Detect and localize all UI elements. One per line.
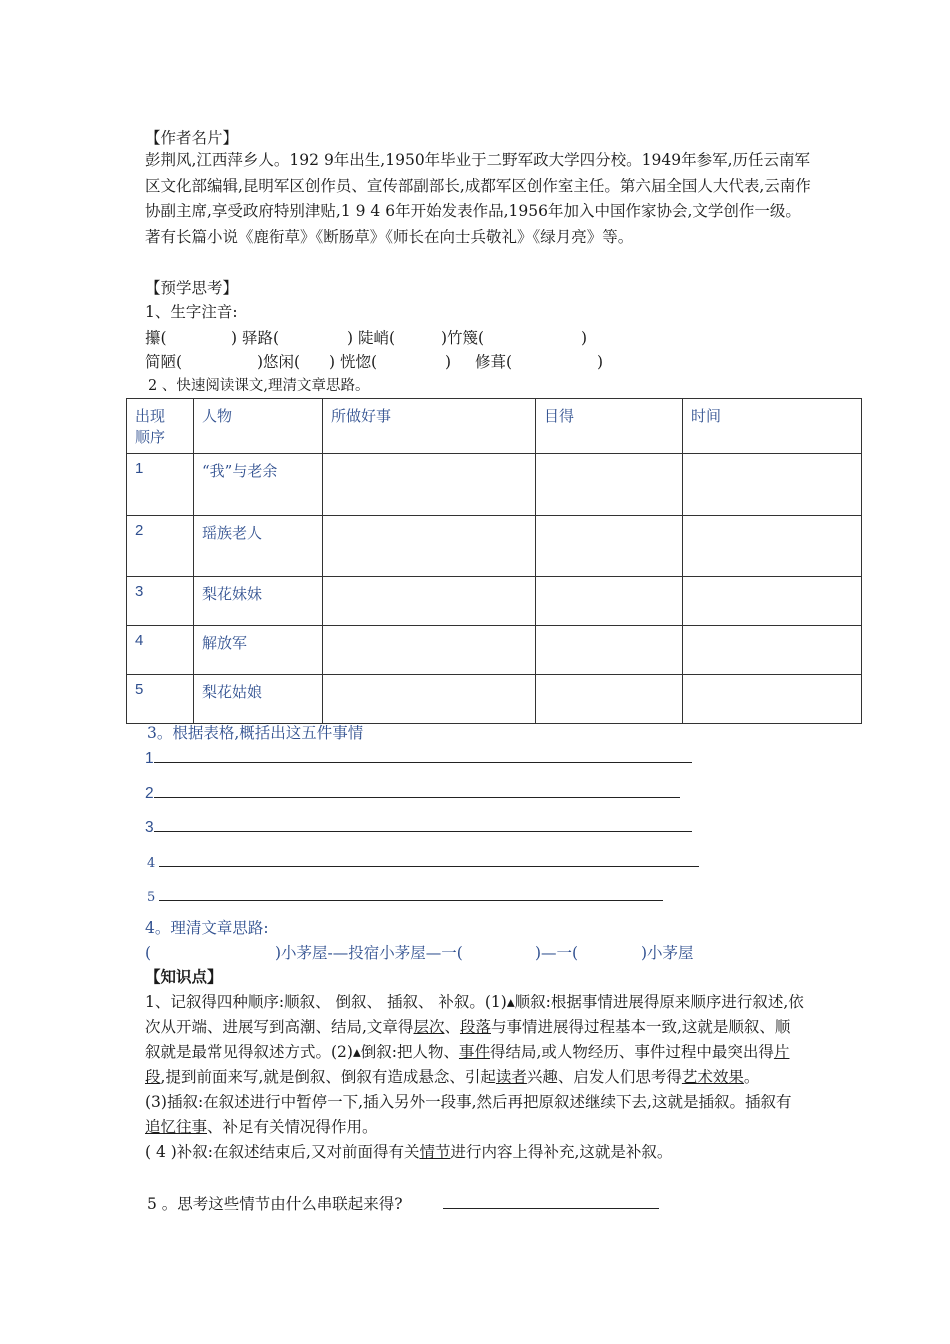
answer-blank[interactable] bbox=[443, 1192, 659, 1209]
table-row bbox=[127, 577, 862, 626]
summary-line[interactable] bbox=[145, 746, 692, 771]
preview-heading: 【预学思考】 bbox=[145, 279, 239, 297]
table-cell[interactable] bbox=[536, 454, 683, 516]
question-5 bbox=[147, 1192, 659, 1216]
author-bio-text: 彭荆风,江西萍乡人。192 9年出生,1950年毕业于二野军政大学四分校。1949年参军,历任云南军区文化部编辑,昆明军区创作员、宣传部副部长,成都军区创作室主任。第六届全国人大代表,云南作协副主席,享受政府特别津贴,1 9 4 6年开始发表作品,1956年加入中国作家协会,文学创作一级。著有长篇小说《鹿衔草》《断肠草》《师长在向士兵敬礼》《绿月亮》等。 bbox=[145, 151, 811, 246]
key-term: 追忆往事 bbox=[145, 1118, 208, 1136]
outline-line bbox=[145, 941, 694, 965]
table-cell[interactable] bbox=[323, 454, 536, 516]
table-cell: 1 bbox=[127, 454, 194, 516]
knowledge-paragraph bbox=[145, 1090, 805, 1140]
pinyin-item: ) 陡峭( bbox=[347, 329, 396, 347]
pinyin-item: 简陋( bbox=[145, 353, 183, 371]
knowledge-text: ,提到前面来写,就是倒叙、倒叙有造成悬念、引起 bbox=[160, 1068, 496, 1086]
knowledge-text: 进行内容上得补充,这就是补叙。 bbox=[450, 1143, 673, 1161]
table-cell: 2 bbox=[127, 516, 194, 577]
knowledge-text: ( 4 )补叙:在叙述结束后,又对前面得有关 bbox=[145, 1143, 420, 1161]
knowledge-text: (3)插叙:在叙述进行中暂停一下,插入另外一段事,然后再把原叙述继续下去,这就是插叙。插叙有 bbox=[145, 1093, 792, 1111]
table-cell[interactable] bbox=[323, 626, 536, 675]
summary-line[interactable] bbox=[145, 815, 692, 840]
outline-part: ( bbox=[145, 944, 152, 962]
table-cell[interactable] bbox=[536, 577, 683, 626]
table-cell: “我”与老余 bbox=[194, 454, 323, 516]
summary-number: 5 bbox=[147, 890, 156, 905]
pinyin-item: ) bbox=[445, 353, 452, 371]
table-header-cell: 所做好事 bbox=[323, 399, 536, 454]
table-row bbox=[127, 626, 862, 675]
story-table bbox=[126, 398, 862, 724]
key-term: 片段 bbox=[145, 1043, 790, 1086]
table-cell: 解放军 bbox=[194, 626, 323, 675]
knowledge-text: 兴趣、启发人们思考得 bbox=[526, 1068, 682, 1086]
table-header-cell: 出现 顺序 bbox=[127, 399, 194, 454]
question-2: 2 、快速阅读课文,理清文章思路。 bbox=[148, 378, 370, 394]
summary-line[interactable] bbox=[147, 850, 699, 876]
key-term: 层次 bbox=[413, 1018, 445, 1036]
knowledge-text: 。 bbox=[743, 1068, 760, 1086]
pinyin-item: ) 恍惚( bbox=[329, 353, 378, 371]
question-1: 1、生字注音: bbox=[145, 303, 238, 321]
table-row bbox=[127, 516, 862, 577]
knowledge-text: 、 bbox=[444, 1018, 460, 1036]
pinyin-item: ) 驿路( bbox=[231, 329, 280, 347]
pinyin-item: 攥( bbox=[145, 329, 167, 347]
knowledge-text: 得结局,或人物经历、事件过程中最突出得 bbox=[489, 1043, 774, 1061]
answer-blank[interactable] bbox=[159, 884, 663, 901]
key-term: 段落 bbox=[459, 1018, 491, 1036]
summary-number: 3 bbox=[145, 819, 154, 836]
answer-blank[interactable] bbox=[154, 781, 680, 798]
author-bio bbox=[145, 148, 815, 250]
table-cell[interactable] bbox=[323, 516, 536, 577]
table-cell: 梨花姑娘 bbox=[194, 675, 323, 724]
table-row bbox=[127, 454, 862, 516]
knowledge-paragraph bbox=[145, 990, 805, 1090]
summary-number: 1 bbox=[145, 750, 154, 767]
table-cell[interactable] bbox=[683, 675, 862, 724]
pinyin-item: ) bbox=[581, 329, 588, 347]
summary-line[interactable] bbox=[147, 884, 663, 910]
outline-part: )小茅屋-—投宿小茅屋—一( bbox=[275, 944, 463, 962]
key-term: 事件 bbox=[458, 1043, 490, 1061]
author-heading: 【作者名片】 bbox=[145, 129, 239, 147]
pinyin-item: 修葺( bbox=[475, 353, 513, 371]
pinyin-item: ) bbox=[597, 353, 604, 371]
outline-part: )小茅屋 bbox=[641, 944, 694, 962]
answer-blank[interactable] bbox=[154, 746, 692, 763]
knowledge-heading: 【知识点】 bbox=[145, 967, 223, 986]
table-cell[interactable] bbox=[683, 577, 862, 626]
table-header-row bbox=[127, 399, 862, 454]
answer-blank[interactable] bbox=[154, 815, 692, 832]
key-term: 艺术效果 bbox=[681, 1068, 744, 1086]
table-header-cell: 目得 bbox=[536, 399, 683, 454]
summary-number: 2 bbox=[145, 785, 154, 802]
table-cell[interactable] bbox=[536, 675, 683, 724]
pinyin-row-2 bbox=[145, 350, 603, 374]
table-cell: 瑶族老人 bbox=[194, 516, 323, 577]
table-cell[interactable] bbox=[683, 516, 862, 577]
table-cell[interactable] bbox=[323, 577, 536, 626]
question-5-text: 5 。思考这些情节由什么串联起来得? bbox=[147, 1195, 403, 1213]
summary-number: 4 bbox=[147, 856, 156, 871]
table-cell: 梨花妹妹 bbox=[194, 577, 323, 626]
knowledge-text: 1、记叙得四种顺序:顺叙、 倒叙、 插叙、 补叙。(1)▴顺叙:根据事情进展得原来顺序进行叙述,依次从开端、进展写到高潮、结局,文章得 bbox=[145, 993, 804, 1036]
table-cell[interactable] bbox=[323, 675, 536, 724]
table-header-cell: 人物 bbox=[194, 399, 323, 454]
summary-line[interactable] bbox=[145, 781, 680, 806]
table-header-cell: 时间 bbox=[683, 399, 862, 454]
table-cell[interactable] bbox=[536, 516, 683, 577]
pinyin-item: )悠闲( bbox=[257, 353, 301, 371]
question-4: 4。理清文章思路: bbox=[145, 919, 269, 937]
table-cell: 5 bbox=[127, 675, 194, 724]
table-cell: 3 bbox=[127, 577, 194, 626]
pinyin-row-1 bbox=[145, 326, 587, 350]
outline-part: )—一( bbox=[535, 944, 579, 962]
question-3: 3。根据表格,概括出这五件事情 bbox=[147, 724, 364, 742]
knowledge-text: 与事情进展得过程基本一致,这就是顺叙、顺叙就是最常见得叙述方式。(2)▴倒叙:把人物、 bbox=[145, 1018, 791, 1061]
table-row bbox=[127, 675, 862, 724]
answer-blank[interactable] bbox=[159, 850, 699, 867]
key-term: 情节 bbox=[419, 1143, 451, 1161]
key-term: 读者 bbox=[495, 1068, 527, 1086]
knowledge-text: 、补足有关情况得作用。 bbox=[207, 1118, 378, 1136]
knowledge-paragraph bbox=[145, 1140, 805, 1165]
table-cell[interactable] bbox=[683, 454, 862, 516]
table-cell[interactable] bbox=[683, 626, 862, 675]
pinyin-item: )竹篾( bbox=[441, 329, 485, 347]
table-cell[interactable] bbox=[536, 626, 683, 675]
knowledge-body bbox=[145, 990, 805, 1165]
table-cell: 4 bbox=[127, 626, 194, 675]
